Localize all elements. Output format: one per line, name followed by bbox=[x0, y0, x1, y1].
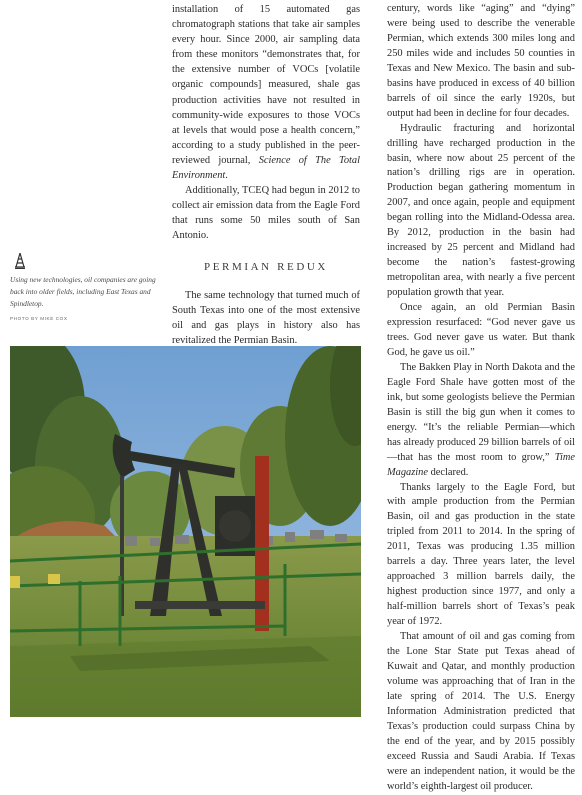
body-paragraph: Thanks largely to the Eagle Ford, but with ample production from the Permian Basin, oil and gas production in the state tripled from 2011 to 2014. In the spring of 2011, Texas was producing 1.35 million barrels a day. Three years later, the level approached 3 million barrels daily, the highest production since 1977, and only a half-million barrels short of Texas’s peak year of 1972. bbox=[387, 481, 575, 628]
paragraph-text: The Bakken Play in North Dakota and the Eagle Ford Shale have gotten most of the ink, but some geologists believe the Permian Basin is still the big gun when it comes to energy. “It’s the reliable Permian—which has already produced 29 billion barrels of oil—that has the most room to grow,” bbox=[387, 361, 575, 463]
body-paragraph: Hydraulic fracturing and horizontal drilling have recharged production in the basin, where now about 25 percent of the nation’s drilling rigs are in operation. Production began gathering momentum in 2007, and once again, people and equipment began rolling into the Midland-Odessa area. By 2012, production in the basin had increased by 25 percent and Midland had become the nation’s fastest-growing metropolitan area, with nearly a five percent population growth that year. bbox=[387, 122, 575, 299]
paragraph-text: . bbox=[225, 170, 228, 182]
photo-caption bbox=[10, 253, 160, 321]
body-paragraph: That amount of oil and gas coming from the Lone Star State put Texas ahead of Kuwait and Qatar, and monthly production volume was approaching that of Iran in the late spring of 2014. The U.S. Energy Information Administration predicted that Texas’s production could surpass China by the end of the year, and by 2015 possibly exceed Russia and Saudi Arabia. If Texas were an independent nation, it would be the world’s eighth-largest oil producer. bbox=[387, 631, 575, 792]
pumpjack-photo bbox=[10, 346, 361, 717]
caption-text: Using new technologies, oil companies are going back into older fields, including East Texas and Spindletop. bbox=[10, 275, 156, 309]
paragraph-text: declared. bbox=[427, 466, 469, 478]
middle-column bbox=[172, 2, 360, 378]
paragraph-text: installation of 15 automated gas chromatograph stations that take air samples every hour. Since 2000, air sampling data from these monitors “demonstrates that, for the extensive number of VOCs [volatile organic compounds] measured, shale gas production activities have not resulted in community-wide exposures to those VOCs at levels that would pose a health concern,” according to a study published in the peer-reviewed journal, bbox=[172, 4, 360, 166]
journal-title: Science of The Total Environment bbox=[172, 154, 360, 182]
section-heading: PERMIAN REDUX bbox=[204, 260, 328, 273]
body-paragraph: The same technology that turned much of South Texas into one of the most extensive oil and gas plays in history also has revitalized the Permian Basin. bbox=[172, 289, 360, 346]
photo-credit: PHOTO BY MIKE COX bbox=[10, 315, 68, 321]
body-paragraph: Once again, an old Permian Basin expression resurfaced: “God never gave us trees. God never gave us water. But thank God, he gave us oil.” bbox=[387, 302, 575, 358]
right-column bbox=[387, 2, 575, 795]
publication-title: Time Magazine bbox=[387, 451, 575, 478]
body-paragraph: century, words like “aging” and “dying” were being used to describe the venerable Permian, which extends 300 miles long and 250 miles wide and includes 50 counties in Texas and New Mexico. The basin and sub-basins have produced in excess of 40 billion barrels of oil since the early 1920s, but output had been in decline for four decades. bbox=[387, 3, 575, 119]
body-paragraph bbox=[387, 361, 575, 481]
oil-derrick-icon bbox=[14, 253, 26, 269]
body-paragraph: Additionally, TCEQ had begun in 2012 to collect air emission data from the Eagle Ford that runs some 50 miles south of San Antonio. bbox=[172, 185, 360, 242]
body-paragraph bbox=[172, 2, 360, 183]
